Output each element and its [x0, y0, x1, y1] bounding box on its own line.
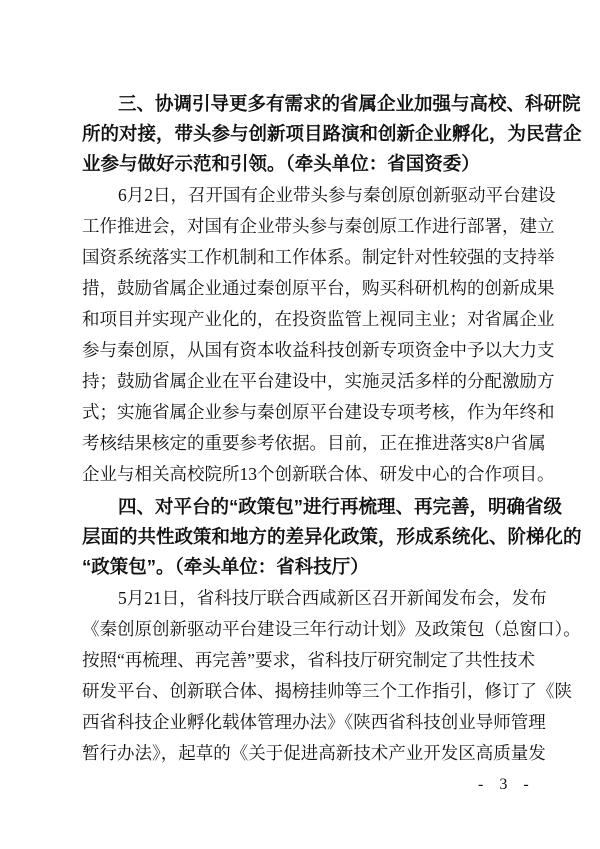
section4-heading-line-3: “政策包”。（牵头单位：省科技厅）: [82, 556, 369, 577]
section3-body-line-10: 企业与相关高校院所13个创新联合体、研发中心的合作项目。: [82, 464, 555, 484]
section3-body-line-2: 工作推进会，对国有企业带头参与秦创原工作进行部署，建立: [82, 216, 555, 236]
section4-body-line-2: 《秦创原创新驱动平台建设三年行动计划》及政策包（总窗口）。: [82, 619, 581, 639]
section3-body-line-8: 式；实施省属企业参与秦创原平台建设专项考核，作为年终和: [82, 402, 555, 422]
section4-heading-line-2: 层面的共性政策和地方的差异化政策，形成系统化、阶梯化的: [82, 526, 582, 547]
section3-heading-line-2: 所的对接，带头参与创新项目路演和创新企业孵化，为民营企: [82, 123, 582, 144]
section4-heading-line-1: 四、对平台的“政策包”进行再梳理、再完善，明确省级: [118, 496, 563, 517]
section4-body-line-3: 按照“再梳理、再完善”要求，省科技厅研究制定了共性技术: [82, 650, 536, 670]
section4-body-line-6: 暂行办法》，起草的《关于促进高新技术产业开发区高质量发: [82, 743, 546, 763]
section3-heading-line-3: 业参与做好示范和引领。（牵头单位：省国资委）: [82, 153, 480, 174]
section3-body-line-9: 考核结果核定的重要参考依据。目前，正在推进落实8户省属: [82, 433, 546, 453]
section3-body-line-1: 6月2日，召开国有企业带头参与秦创原创新驱动平台建设: [118, 185, 556, 205]
section3-body-line-4: 措，鼓励省属企业通过秦创原平台，购买科研机构的创新成果: [82, 278, 555, 298]
section3-heading-line-1: 三、协调引导更多有需求的省属企业加强与高校、科研院: [118, 93, 581, 114]
section4-body-line-5: 西省科技企业孵化载体管理办法》《陕西省科技创业导师管理: [82, 712, 546, 732]
section3-body-line-3: 国资系统落实工作机制和工作体系。制定针对性较强的支持举: [82, 247, 555, 267]
section3-body-line-6: 参与秦创原，从国有资本收益科技创新专项资金中予以大力支: [82, 340, 555, 360]
section4-body-line-4: 研发平台、创新联合体、揭榜挂帅等三个工作指引，修订了《陕: [82, 681, 572, 701]
section4-body-line-1: 5月21日，省科技厅联合西咸新区召开新闻发布会，发布: [118, 588, 547, 608]
section3-body-line-5: 和项目并实现产业化的，在投资监管上视同主业；对省属企业: [82, 309, 555, 329]
page-number: - 3 -: [478, 776, 535, 793]
section3-body-line-7: 持；鼓励省属企业在平台建设中，实施灵活多样的分配激励方: [82, 371, 555, 391]
